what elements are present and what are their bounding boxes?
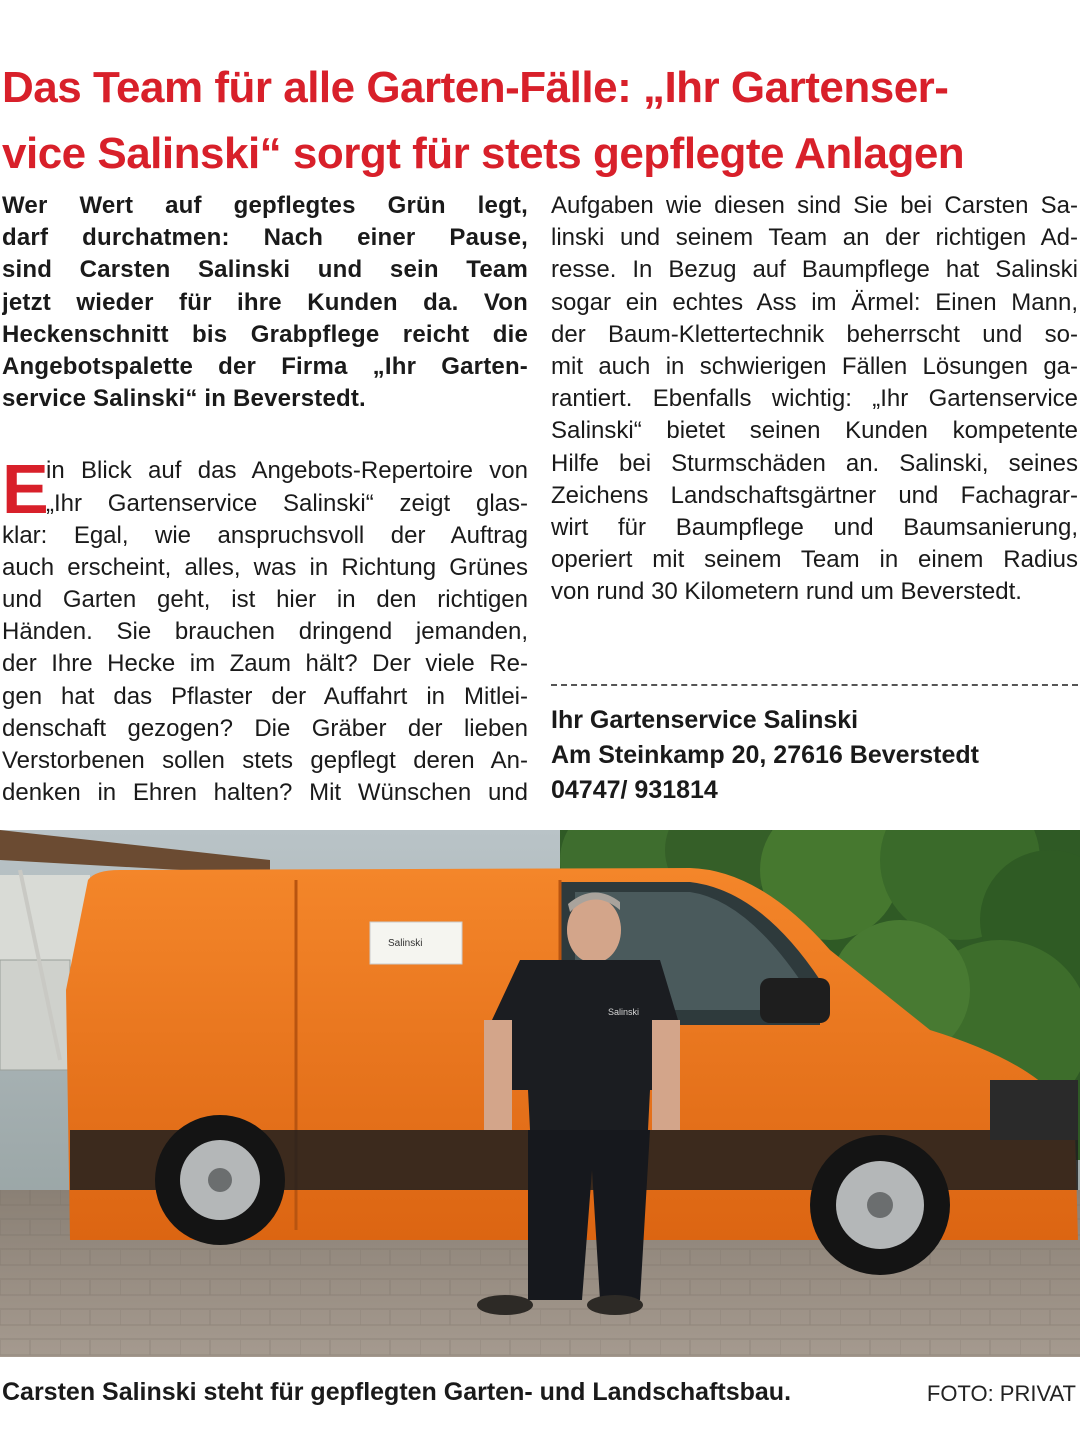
lead-line: service Salinski“ in Beverstedt.: [2, 385, 366, 413]
body-line: denschaft gezogen? Die Gräber der lieben: [2, 714, 528, 742]
body-line: Aufgaben wie diesen sind Sie bei Carsten Sa-: [551, 192, 1078, 219]
headline-line-2: vice Salinski“ sorgt für stets gepflegte Anlagen: [2, 129, 965, 178]
body-paragraph-left: [2, 450, 528, 809]
body-line: der Ihre Hecke im Zaum hält? Der viele Re-: [2, 650, 528, 678]
sign-brand: Salinski: [388, 938, 423, 949]
photo-credit: FOTO: PRIVAT: [926, 1381, 1076, 1406]
body-line: sogar ein echtes Ass im Ärmel: Einen Mann,: [551, 288, 1078, 316]
headline: [2, 55, 1078, 187]
lead-line: jetzt wieder für ihre Kunden da. Von: [2, 288, 528, 316]
dropcap: E: [2, 450, 49, 529]
lead-paragraph: [2, 190, 528, 415]
photo-van-and-owner: [0, 830, 1080, 1357]
body-line: von rund 30 Kilometern rund um Beverstedt.: [551, 578, 1022, 606]
body-line: und Garten geht, ist hier in den richtigen: [2, 586, 528, 614]
right-column: [551, 190, 1078, 608]
contact-name: Ihr Gartenservice Salinski: [551, 706, 859, 734]
body-line: „Ihr Gartenservice Salinski“ zeigt glas-: [46, 489, 528, 517]
dashed-divider: [551, 684, 1078, 686]
lead-line: Angebotspalette der Firma „Ihr Garten-: [2, 352, 528, 380]
lead-line: Heckenschnitt bis Grabpflege reicht die: [2, 320, 528, 348]
body-line: operiert mit seinem Team in einem Radius: [551, 546, 1078, 574]
contact-address: Am Steinkamp 20, 27616 Beverstedt: [551, 741, 979, 769]
headline-line-1: Das Team für alle Garten-Fälle: „Ihr Gartenser-: [2, 63, 949, 112]
body-line: Zeichens Landschaftsgärtner und Fachagrar-: [551, 481, 1078, 509]
body-line: Händen. Sie brauchen dringend jemanden,: [2, 618, 528, 646]
left-column: [2, 190, 528, 809]
photo-caption: Carsten Salinski steht für gepflegten Garten- und Landschaftsbau.: [2, 1378, 792, 1406]
body-line: wirt für Baumpflege und Baumsanierung,: [551, 513, 1078, 541]
lead-line: darf durchatmen: Nach einer Pause,: [2, 224, 528, 252]
body-line: auch erscheint, alles, was in Richtung Grünes: [2, 553, 528, 581]
body-line: gen hat das Pflaster der Auffahrt in Mitlei-: [2, 682, 528, 710]
body-line: Verstorbenen sollen stets gepflegt deren An-: [2, 747, 528, 774]
body-line: denken in Ehren halten? Mit Wünschen und: [2, 779, 528, 807]
body-line: Hilfe bei Sturmschäden an. Salinski, seines: [551, 449, 1078, 477]
lead-line: sind Carsten Salinski und sein Team: [2, 256, 528, 284]
body-line: der Baum-Klettertechnik beherrscht und so-: [551, 320, 1078, 348]
body-line: resse. In Bezug auf Baumpflege hat Salinski: [551, 256, 1078, 284]
body-line: linski und seinem Team an der richtigen Ad-: [551, 224, 1078, 252]
lead-line: Wer Wert auf gepflegtes Grün legt,: [2, 192, 528, 219]
contact-box: [551, 703, 1078, 808]
body-line: Salinski“ bietet seinen Kunden kompetente: [551, 417, 1078, 445]
body-line: mit auch in schwierigen Fällen Lösungen ga-: [551, 352, 1078, 380]
body-line: in Blick auf das Angebots-Repertoire von: [46, 457, 528, 485]
shirt-logo: Salinski: [608, 1007, 640, 1017]
body-line: klar: Egal, wie anspruchsvoll der Auftrag: [2, 521, 528, 549]
body-line: rantiert. Ebenfalls wichtig: „Ihr Gartenservice: [551, 385, 1078, 413]
contact-phone: 04747/ 931814: [551, 776, 718, 804]
